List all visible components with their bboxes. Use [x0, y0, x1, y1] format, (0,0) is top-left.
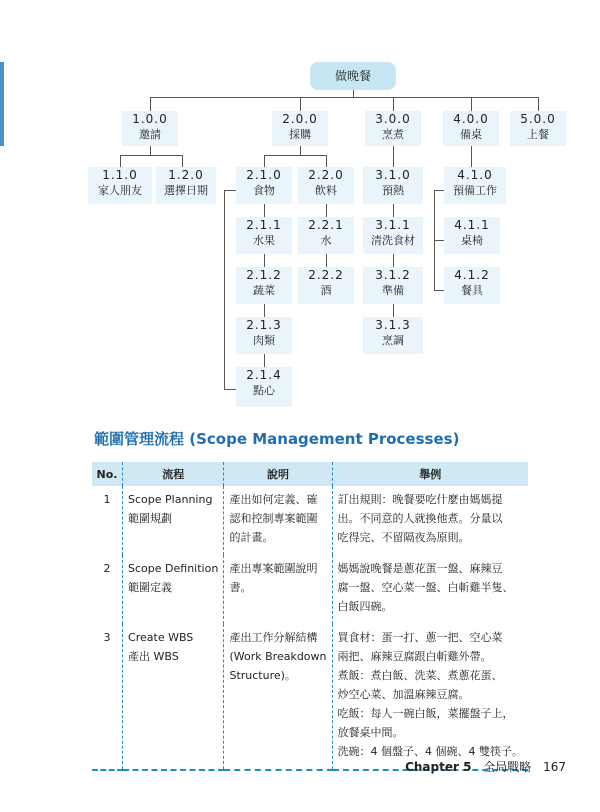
cell-example [332, 555, 528, 624]
text-line: Scope Planning [128, 493, 213, 506]
text-line: 書。 [229, 581, 252, 594]
wbs-node-name: 上餐 [527, 128, 549, 141]
connector [264, 304, 265, 317]
cell-flow [123, 624, 224, 770]
wbs-node-name: 家人朋友 [98, 184, 142, 197]
wbs-root-node: 做晚餐 [310, 62, 396, 90]
cell-example [332, 624, 528, 770]
footer-chapter: Chapter 5 [405, 760, 472, 774]
connector [224, 389, 236, 390]
header-no: No. [92, 462, 123, 486]
connector [434, 240, 444, 241]
wbs-node-code: 2.1.3 [246, 318, 282, 332]
wbs-node-2-1-4 [236, 367, 292, 407]
connector [471, 146, 472, 167]
wbs-node-code: 1.2.0 [168, 168, 204, 182]
wbs-node-code: 1.1.0 [102, 168, 138, 182]
wbs-node-name: 飲料 [315, 184, 337, 197]
connector [538, 97, 539, 111]
wbs-node-code: 1.0.0 [132, 112, 168, 126]
wbs-node-2-1-0 [236, 167, 292, 204]
wbs-node-2-0-0 [272, 111, 328, 146]
page-edge-marker [0, 62, 4, 146]
connector [264, 354, 265, 367]
text-line: Structure)。 [229, 669, 296, 682]
connector [224, 190, 225, 390]
cell-flow [123, 486, 224, 555]
wbs-node-2-2-1 [298, 217, 354, 254]
text-line: 訂出規則：晚餐要吃什麼由媽媽提 [337, 493, 503, 506]
table-row [92, 624, 528, 770]
text-line: Create WBS [128, 631, 194, 644]
wbs-node-code: 3.1.3 [375, 318, 411, 332]
text-line: 認和控制專案範圍 [229, 512, 318, 525]
connector [120, 155, 121, 167]
wbs-node-name: 食物 [253, 184, 275, 197]
wbs-node-2-1-3 [236, 317, 292, 354]
wbs-node-code: 3.1.0 [375, 168, 411, 182]
connector [353, 90, 354, 97]
connector [326, 254, 327, 267]
text-line: 的計畫。 [229, 531, 274, 544]
connector [434, 190, 444, 191]
cell-no: 1 [103, 493, 111, 506]
text-line: 炒空心菜、加溫麻辣豆腐。 [337, 688, 470, 701]
footer-title: 全局戰略 [483, 760, 532, 774]
text-line: 出。不同意的人就換他煮。分量以 [337, 512, 503, 525]
wbs-node-name: 準備 [382, 284, 404, 297]
wbs-node-name: 預熱 [382, 184, 404, 197]
wbs-node-code: 2.1.0 [246, 168, 282, 182]
text-line: 產出如何定義、確 [229, 493, 318, 506]
wbs-node-name: 清洗食材 [371, 234, 415, 247]
connector [264, 254, 265, 267]
text-line: 產出專案範圍說明 [229, 562, 318, 575]
wbs-node-code: 2.1.4 [246, 368, 282, 382]
wbs-node-code: 2.2.2 [308, 268, 344, 282]
connector [300, 97, 301, 111]
table-row [92, 486, 528, 555]
connector [393, 254, 394, 267]
connector [150, 97, 538, 98]
connector [150, 97, 151, 111]
text-line: 吃飯：每人一碗白飯，菜擺盤子上， [337, 707, 514, 720]
wbs-node-name: 邀請 [139, 128, 161, 141]
text-line: 範圍規劃 [128, 512, 173, 525]
connector [300, 146, 301, 155]
wbs-node-code: 4.1.0 [457, 168, 493, 182]
wbs-node-name: 點心 [253, 384, 275, 397]
wbs-node-5-0-0 [510, 111, 566, 146]
wbs-node-name: 餐具 [461, 284, 483, 297]
wbs-node-3-1-1 [363, 217, 423, 254]
connector [393, 146, 394, 167]
wbs-node-name: 採購 [289, 128, 311, 141]
cell-flow [123, 555, 224, 624]
connector [434, 290, 444, 291]
wbs-node-name: 水果 [253, 234, 275, 247]
wbs-node-3-0-0 [365, 111, 421, 146]
wbs-node-name: 酒 [320, 284, 332, 297]
text-line: 範圍定義 [128, 581, 173, 594]
table-row [92, 555, 528, 624]
wbs-node-code: 3.1.2 [375, 268, 411, 282]
wbs-node-name: 桌椅 [461, 234, 483, 247]
text-line: (Work Breakdown [229, 650, 327, 663]
text-line: 煮飯：煮白飯、洗菜、煮蔥花蛋、 [337, 669, 503, 682]
wbs-node-code: 3.0.0 [375, 112, 411, 126]
cell-no: 3 [92, 624, 123, 770]
table-header-row [92, 462, 528, 486]
connector [264, 155, 265, 167]
wbs-node-name: 備桌 [460, 128, 482, 141]
connector [182, 155, 183, 167]
cell-description [224, 624, 332, 770]
text-line: 白飯四碗。 [337, 600, 393, 613]
wbs-node-1-1-0 [88, 167, 152, 204]
text-line: 買食材：蛋一打、蔥一把、空心菜 [337, 631, 503, 644]
wbs-node-code: 2.0.0 [282, 112, 318, 126]
text-line: 吃得完、不留隔夜為原則。 [337, 531, 470, 544]
wbs-node-name: 蔬菜 [253, 284, 275, 297]
wbs-node-code: 2.2.0 [308, 168, 344, 182]
wbs-node-code: 2.2.1 [308, 218, 344, 232]
text-line: 腐一盤、空心菜一盤、白斬雞半隻、 [337, 581, 514, 594]
wbs-node-4-0-0 [443, 111, 499, 146]
wbs-node-code: 2.1.1 [246, 218, 282, 232]
cell-description [224, 555, 332, 624]
header-example: 舉例 [332, 462, 528, 486]
text-line: 洗碗：4 個盤子、4 個碗、4 雙筷子。 [337, 745, 523, 758]
page-number: 167 [543, 760, 566, 774]
connector [224, 190, 236, 191]
wbs-node-code: 4.0.0 [453, 112, 489, 126]
wbs-node-code: 5.0.0 [520, 112, 556, 126]
wbs-node-1-2-0 [156, 167, 216, 204]
connector [393, 304, 394, 317]
connector [471, 97, 472, 111]
header-flow: 流程 [123, 462, 224, 486]
header-description: 說明 [224, 462, 332, 486]
wbs-node-code: 3.1.1 [375, 218, 411, 232]
page-footer [405, 758, 566, 775]
wbs-node-4-1-0 [444, 167, 506, 204]
cell-description [224, 486, 332, 555]
wbs-node-name: 肉類 [253, 334, 275, 347]
connector [393, 204, 394, 217]
section-title: 範圍管理流程 (Scope Management Processes) [94, 430, 460, 448]
wbs-node-code: 4.1.1 [454, 218, 490, 232]
connector [150, 146, 151, 155]
text-line: 兩把、麻辣豆腐跟白斬雞外帶。 [337, 650, 492, 663]
text-line: 產出 WBS [128, 650, 179, 663]
wbs-node-2-2-2 [298, 267, 354, 304]
wbs-node-2-2-0 [298, 167, 354, 204]
cell-example [332, 486, 528, 555]
wbs-node-name: 烹調 [382, 334, 404, 347]
wbs-node-3-1-3 [363, 317, 423, 354]
text-line: 放餐桌中間。 [337, 726, 404, 739]
wbs-node-2-1-2 [236, 267, 292, 304]
connector [326, 204, 327, 217]
connector [326, 155, 327, 167]
text-line: Scope Definition [128, 562, 219, 575]
wbs-node-4-1-2 [444, 267, 500, 304]
wbs-node-name: 預備工作 [453, 184, 497, 197]
wbs-node-4-1-1 [444, 217, 500, 254]
wbs-node-name: 水 [320, 234, 332, 247]
wbs-node-1-0-0 [122, 111, 178, 146]
process-table [92, 462, 528, 771]
wbs-node-name: 選擇日期 [164, 184, 208, 197]
wbs-node-2-1-1 [236, 217, 292, 254]
text-line: 媽媽說晚餐是蔥花蛋一盤、麻辣豆 [337, 562, 503, 575]
connector [264, 155, 326, 156]
connector [120, 155, 182, 156]
wbs-node-code: 4.1.2 [454, 268, 490, 282]
cell-no: 2 [103, 562, 111, 575]
wbs-node-3-1-2 [363, 267, 423, 304]
wbs-node-3-1-0 [363, 167, 423, 204]
connector [264, 204, 265, 217]
wbs-node-code: 2.1.2 [246, 268, 282, 282]
text-line: 產出工作分解結構 [229, 631, 318, 644]
wbs-node-name: 烹煮 [382, 128, 404, 141]
connector [393, 97, 394, 111]
